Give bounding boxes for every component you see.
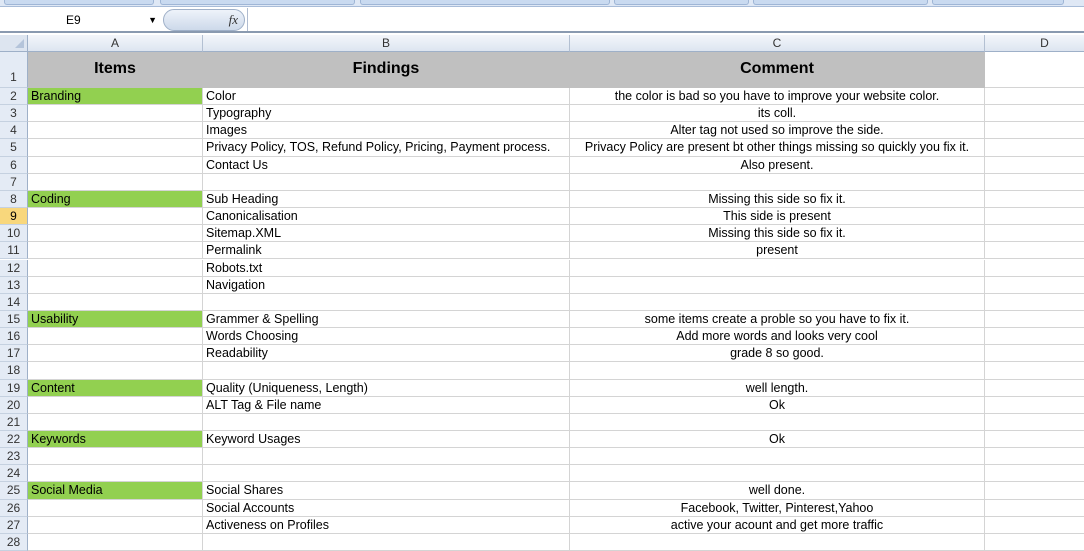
cell-item[interactable] <box>28 362 203 379</box>
row-header[interactable]: 28 <box>0 534 28 551</box>
row-header[interactable]: 13 <box>0 277 28 294</box>
cell-d[interactable] <box>985 380 1084 397</box>
cell-comment[interactable]: well done. <box>570 482 985 499</box>
cell-item[interactable] <box>28 157 203 174</box>
row-header[interactable]: 26 <box>0 500 28 517</box>
cell-d[interactable] <box>985 397 1084 414</box>
cell-finding[interactable]: Navigation <box>203 277 570 294</box>
cell-d[interactable] <box>985 362 1084 379</box>
cell-d[interactable] <box>985 534 1084 551</box>
cell-d[interactable] <box>985 105 1084 122</box>
ribbon-button[interactable] <box>4 0 154 5</box>
cell-d[interactable] <box>985 242 1084 259</box>
cell-d[interactable] <box>985 431 1084 448</box>
row-header[interactable]: 10 <box>0 225 28 242</box>
name-box[interactable] <box>4 10 159 30</box>
header-items[interactable]: Items <box>28 52 203 88</box>
row-header[interactable]: 25 <box>0 482 28 499</box>
cell-item[interactable] <box>28 345 203 362</box>
cell-comment[interactable]: Facebook, Twitter, Pinterest,Yahoo <box>570 500 985 517</box>
cell-finding[interactable]: Activeness on Profiles <box>203 517 570 534</box>
row-header[interactable]: 3 <box>0 105 28 122</box>
select-all-button[interactable] <box>0 35 28 52</box>
cell-d[interactable] <box>985 328 1084 345</box>
cell-finding[interactable]: Sitemap.XML <box>203 225 570 242</box>
cell-finding[interactable]: Sub Heading <box>203 191 570 208</box>
row-header[interactable]: 21 <box>0 414 28 431</box>
cell-d1[interactable] <box>985 52 1084 88</box>
row-header[interactable]: 19 <box>0 380 28 397</box>
cell-d[interactable] <box>985 517 1084 534</box>
cell-finding[interactable]: Typography <box>203 105 570 122</box>
row-header[interactable]: 12 <box>0 260 28 277</box>
cell-item[interactable] <box>28 260 203 277</box>
cell-comment[interactable]: Also present. <box>570 157 985 174</box>
ribbon-button[interactable] <box>932 0 1064 5</box>
header-findings[interactable]: Findings <box>203 52 570 88</box>
formula-bar <box>0 8 1084 33</box>
row-header[interactable]: 20 <box>0 397 28 414</box>
cell-finding[interactable]: Social Accounts <box>203 500 570 517</box>
ribbon-button[interactable] <box>360 0 610 5</box>
cell-finding[interactable]: Color <box>203 88 570 105</box>
cell-d[interactable] <box>985 345 1084 362</box>
cell-finding[interactable]: Grammer & Spelling <box>203 311 570 328</box>
row-header[interactable]: 22 <box>0 431 28 448</box>
cell-finding[interactable] <box>203 534 570 551</box>
cell-finding[interactable]: Permalink <box>203 242 570 259</box>
cell-item[interactable] <box>28 328 203 345</box>
row-header[interactable]: 23 <box>0 448 28 465</box>
cell-finding[interactable]: Robots.txt <box>203 260 570 277</box>
row-header[interactable]: 1 <box>0 52 28 88</box>
row-header[interactable]: 16 <box>0 328 28 345</box>
cell-comment[interactable] <box>570 448 985 465</box>
cell-item[interactable] <box>28 225 203 242</box>
cell-comment[interactable]: grade 8 so good. <box>570 345 985 362</box>
cell-finding[interactable] <box>203 174 570 191</box>
insert-function-button[interactable] <box>163 9 245 31</box>
cell-finding[interactable]: ALT Tag & File name <box>203 397 570 414</box>
row-header[interactable]: 8 <box>0 191 28 208</box>
cell-comment[interactable] <box>570 174 985 191</box>
chevron-down-icon[interactable]: ▼ <box>148 15 157 25</box>
fx-icon: fx <box>228 12 238 27</box>
cell-comment[interactable]: the color is bad so you have to improve your website color. <box>570 88 985 105</box>
cell-item[interactable] <box>28 534 203 551</box>
cell-comment[interactable]: This side is present <box>570 208 985 225</box>
row-header[interactable]: 4 <box>0 122 28 139</box>
cell-item[interactable] <box>28 208 203 225</box>
cell-item[interactable]: Branding <box>28 88 203 105</box>
cell-finding[interactable] <box>203 362 570 379</box>
cell-comment[interactable] <box>570 277 985 294</box>
cell-finding[interactable]: Social Shares <box>203 482 570 499</box>
ribbon-edge <box>0 0 1084 7</box>
cell-comment[interactable] <box>570 534 985 551</box>
row-header[interactable]: 14 <box>0 294 28 311</box>
cell-item[interactable] <box>28 414 203 431</box>
cell-comment[interactable]: Missing this side so fix it. <box>570 191 985 208</box>
cell-item[interactable] <box>28 517 203 534</box>
column-header-a[interactable]: A <box>28 35 203 52</box>
cell-d[interactable] <box>985 500 1084 517</box>
row-header[interactable]: 11 <box>0 242 28 259</box>
cell-d[interactable] <box>985 157 1084 174</box>
column-header-d[interactable]: D <box>985 35 1084 52</box>
row-header[interactable]: 15 <box>0 311 28 328</box>
cell-comment[interactable]: some items create a proble so you have to fix it. <box>570 311 985 328</box>
cell-comment[interactable]: Ok <box>570 431 985 448</box>
cell-item[interactable]: Coding <box>28 191 203 208</box>
cell-finding[interactable]: Quality (Uniqueness, Length) <box>203 380 570 397</box>
cell-item[interactable] <box>28 397 203 414</box>
cell-item[interactable]: Social Media <box>28 482 203 499</box>
cell-item[interactable] <box>28 242 203 259</box>
cell-d[interactable] <box>985 122 1084 139</box>
cell-d[interactable] <box>985 277 1084 294</box>
cell-item[interactable] <box>28 294 203 311</box>
cell-item[interactable] <box>28 277 203 294</box>
cell-finding[interactable]: Keyword Usages <box>203 431 570 448</box>
cell-comment[interactable] <box>570 362 985 379</box>
cell-d[interactable] <box>985 465 1084 482</box>
cell-item[interactable] <box>28 465 203 482</box>
header-comment[interactable]: Comment <box>570 52 985 88</box>
cell-comment[interactable]: Add more words and looks very cool <box>570 328 985 345</box>
cell-comment[interactable]: active your acount and get more traffic <box>570 517 985 534</box>
ribbon-button[interactable] <box>614 0 749 5</box>
cell-finding[interactable] <box>203 448 570 465</box>
cell-d[interactable] <box>985 294 1084 311</box>
row-header[interactable]: 7 <box>0 174 28 191</box>
cell-item[interactable]: Usability <box>28 311 203 328</box>
cell-d[interactable] <box>985 225 1084 242</box>
cell-comment[interactable]: Ok <box>570 397 985 414</box>
row-header[interactable]: 9 <box>0 208 28 225</box>
cell-finding[interactable]: Words Choosing <box>203 328 570 345</box>
cell-d[interactable] <box>985 260 1084 277</box>
cell-finding[interactable]: Canonicalisation <box>203 208 570 225</box>
cell-d[interactable] <box>985 191 1084 208</box>
row-header[interactable]: 5 <box>0 139 28 156</box>
cell-d[interactable] <box>985 414 1084 431</box>
row-header[interactable]: 2 <box>0 88 28 105</box>
cell-item[interactable]: Keywords <box>28 431 203 448</box>
cell-d[interactable] <box>985 448 1084 465</box>
row-header[interactable]: 17 <box>0 345 28 362</box>
cell-item[interactable] <box>28 174 203 191</box>
cell-comment[interactable] <box>570 260 985 277</box>
cell-item[interactable] <box>28 139 203 156</box>
cell-comment[interactable] <box>570 294 985 311</box>
cell-finding[interactable] <box>203 414 570 431</box>
cell-item[interactable] <box>28 500 203 517</box>
cell-item[interactable] <box>28 122 203 139</box>
cell-d[interactable] <box>985 174 1084 191</box>
cell-item[interactable] <box>28 448 203 465</box>
cell-finding[interactable]: Contact Us <box>203 157 570 174</box>
cell-item[interactable] <box>28 105 203 122</box>
cell-d[interactable] <box>985 139 1084 156</box>
cell-comment[interactable] <box>570 414 985 431</box>
cell-comment[interactable]: Missing this side so fix it. <box>570 225 985 242</box>
column-header-b[interactable]: B <box>203 35 570 52</box>
cell-finding[interactable] <box>203 465 570 482</box>
cell-d[interactable] <box>985 311 1084 328</box>
row-header[interactable]: 27 <box>0 517 28 534</box>
cell-finding[interactable] <box>203 294 570 311</box>
formula-input[interactable] <box>247 8 1084 31</box>
cell-d[interactable] <box>985 482 1084 499</box>
cell-d[interactable] <box>985 208 1084 225</box>
row-header[interactable]: 24 <box>0 465 28 482</box>
row-header[interactable]: 18 <box>0 362 28 379</box>
ribbon-button[interactable] <box>160 0 355 5</box>
column-header-c[interactable]: C <box>570 35 985 52</box>
cell-comment[interactable]: its coll. <box>570 105 985 122</box>
cell-finding[interactable]: Privacy Policy, TOS, Refund Policy, Pricing, Payment process. <box>203 139 570 156</box>
cell-d[interactable] <box>985 88 1084 105</box>
row-header[interactable]: 6 <box>0 157 28 174</box>
cell-item[interactable]: Content <box>28 380 203 397</box>
name-box-value: E9 <box>66 13 81 27</box>
cell-comment[interactable]: Privacy Policy are present bt other things missing so quickly you fix it. <box>570 139 985 156</box>
cell-finding[interactable]: Readability <box>203 345 570 362</box>
cell-finding[interactable]: Images <box>203 122 570 139</box>
cell-comment[interactable]: present <box>570 242 985 259</box>
cell-comment[interactable]: Alter tag not used so improve the side. <box>570 122 985 139</box>
ribbon-button[interactable] <box>753 0 928 5</box>
cell-comment[interactable] <box>570 465 985 482</box>
cell-comment[interactable]: well length. <box>570 380 985 397</box>
